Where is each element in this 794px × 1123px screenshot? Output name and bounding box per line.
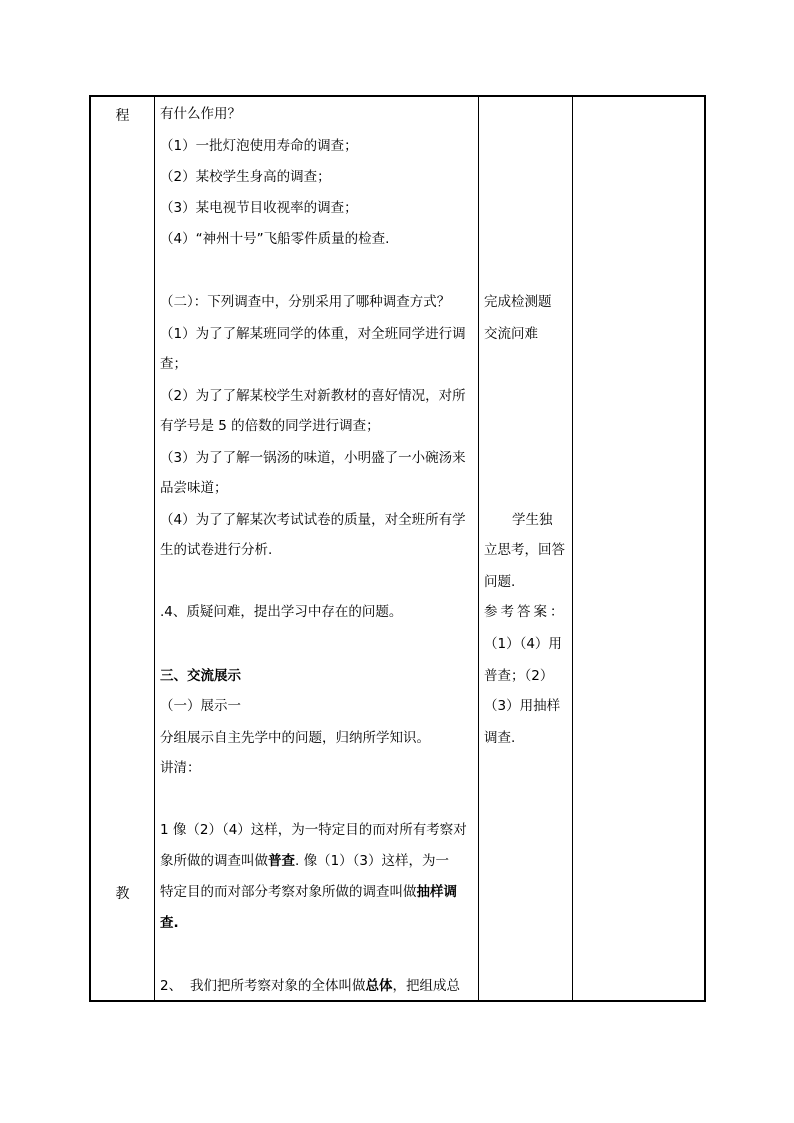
definition-1-line: 特定目的而对部分考察对象所做的调查叫做抽样调	[160, 884, 457, 900]
q2-line: （3）为了了解一锅汤的味道，小明盛了一小碗汤来	[160, 450, 466, 466]
column-divider	[572, 97, 573, 1000]
q2-line: 生的试卷进行分析.	[160, 542, 273, 558]
definition-1-line: 1 像（2）（4）这样，为一特定目的而对所有考察对	[160, 822, 467, 838]
q2-line: （4）为了了解某次考试试卷的质量，对全班所有学	[160, 512, 466, 528]
q2-line: 有学号是 5 的倍数的同学进行调查；	[160, 418, 380, 434]
definition-2-number: 2、	[160, 978, 183, 994]
answer-label: 参考答案：	[484, 604, 567, 620]
student-think-line: 立思考，回答	[484, 542, 565, 558]
show-1-title: （一）展示一	[160, 698, 241, 714]
student-think-line: 学生独	[512, 512, 553, 528]
section-3-title: 三、交流展示	[160, 668, 241, 684]
student-task: 交流问难	[484, 326, 538, 342]
definition-2-line: 我们把所考察对象的全体叫做总体，把组成总	[190, 978, 460, 994]
q1-item: （3）某电视节目收视率的调查；	[160, 200, 358, 216]
q1-item: （2）某校学生身高的调查；	[160, 169, 331, 185]
term-population: 总体	[365, 978, 393, 994]
term-sampling: 抽样调	[416, 884, 457, 900]
step-4: .4、质疑问难，提出学习中存在的问题。	[160, 604, 403, 620]
q2-line: （1）为了了解某班同学的体重，对全班同学进行调	[160, 326, 466, 342]
definition-1-line: 象所做的调查叫做普查. 像（1）（3）这样，为一	[160, 853, 450, 869]
student-column	[478, 97, 572, 1000]
explain-label: 讲清：	[160, 760, 201, 776]
answer-line: （3）用抽样	[484, 698, 561, 714]
stage-column	[91, 97, 154, 1000]
student-task: 完成检测题	[484, 294, 552, 310]
q2-line: 品尝味道；	[160, 480, 228, 496]
definition-1-line: 查.	[160, 915, 179, 931]
stage-char-bottom: 教	[115, 886, 130, 902]
student-think-line: 问题.	[484, 574, 516, 590]
q1-item: （1）一批灯泡使用寿命的调查；	[160, 138, 358, 154]
answer-line: （1）（4）用	[484, 636, 562, 652]
answer-line: 调查.	[484, 730, 516, 746]
q1-item: （4）“神州十号”飞船零件质量的检查.	[160, 231, 390, 247]
show-1-text: 分组展示自主先学中的问题，归纳所学知识。	[160, 730, 430, 746]
q2-line: 查；	[160, 356, 187, 372]
q2-line: （2）为了了解某校学生对新教材的喜好情况，对所	[160, 388, 466, 404]
term-census: 普查	[268, 853, 295, 869]
answer-line: 普查；（2）	[484, 668, 554, 684]
lesson-table	[89, 95, 706, 1002]
q2-title: （二）：下列调查中，分别采用了哪种调查方式？	[160, 294, 451, 310]
content-column	[154, 97, 478, 1000]
q1-title: 有什么作用？	[160, 106, 241, 122]
stage-char-top: 程	[115, 108, 130, 124]
